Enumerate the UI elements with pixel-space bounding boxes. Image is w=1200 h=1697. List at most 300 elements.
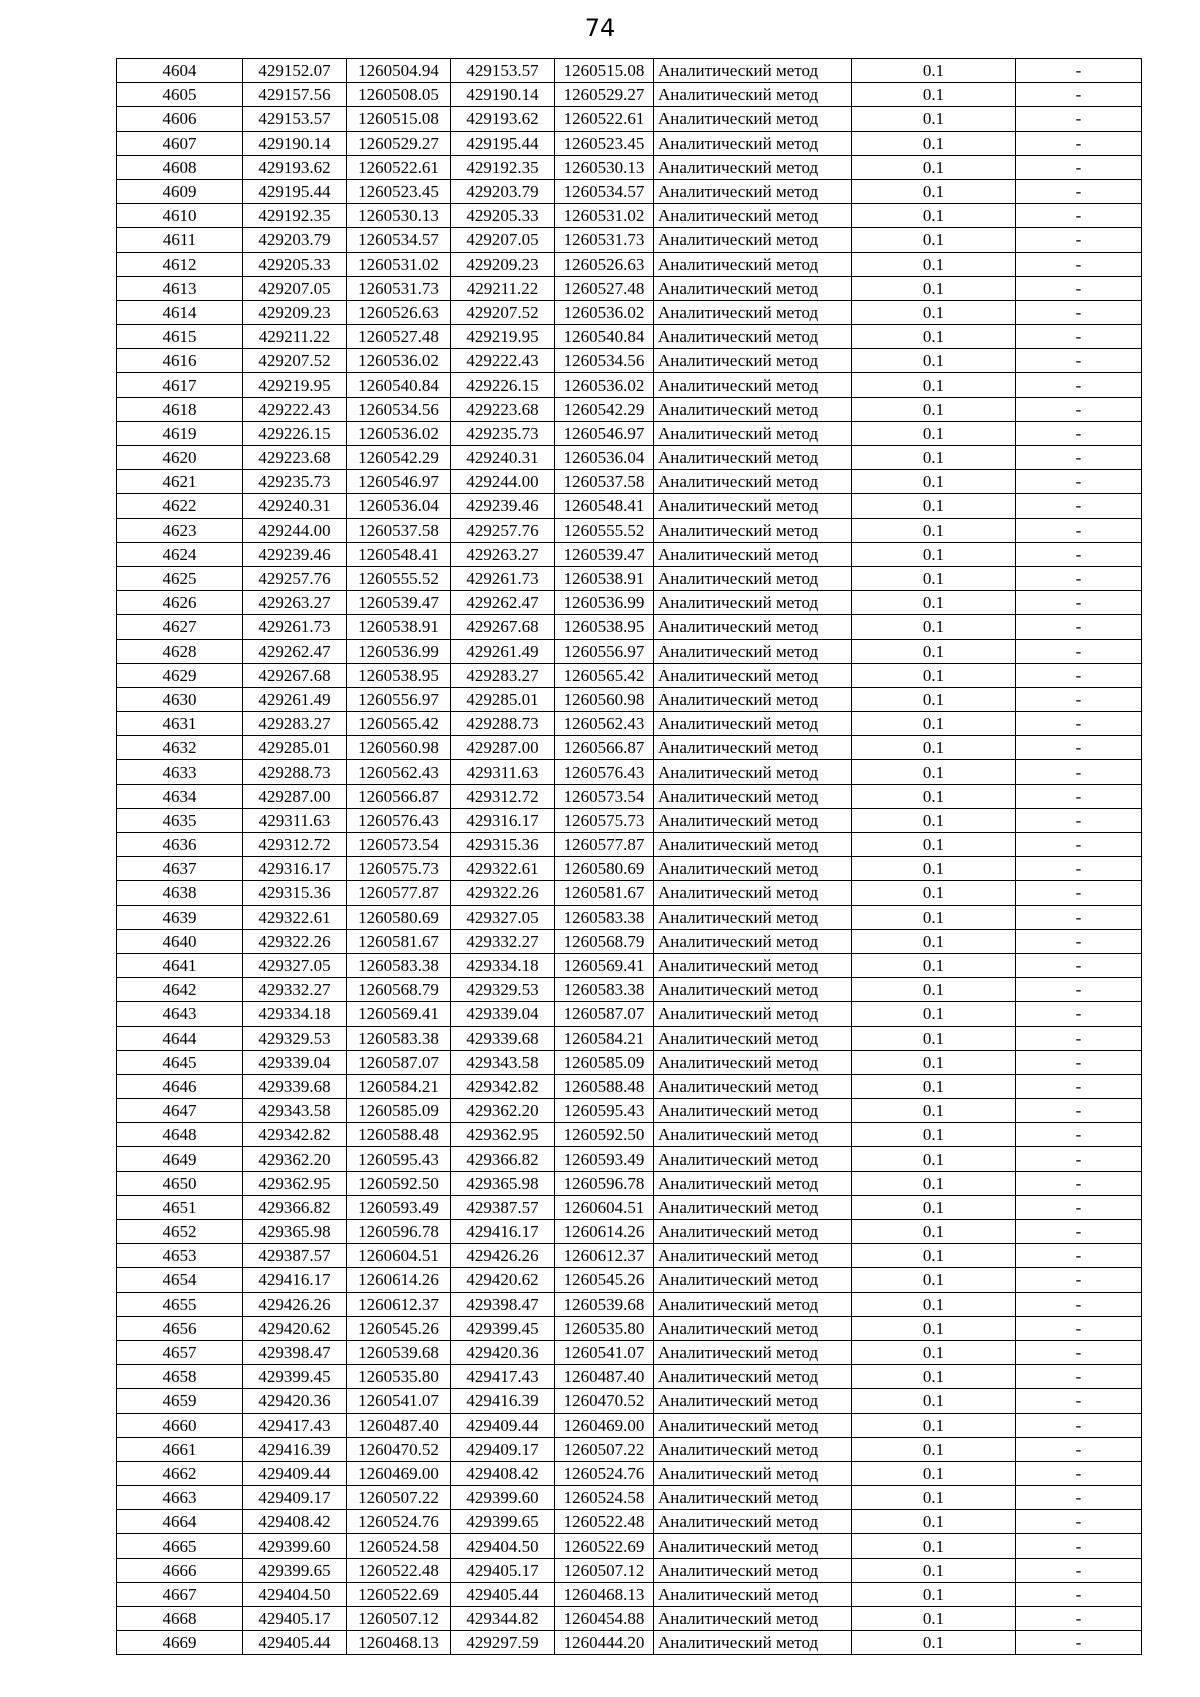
note-cell: - [1016, 1268, 1142, 1292]
x1-cell: 429311.63 [243, 808, 347, 832]
table-row [117, 1413, 1142, 1437]
x1-cell: 429342.82 [243, 1123, 347, 1147]
accuracy-cell: 0.1 [852, 300, 1016, 324]
method-cell: Аналитический метод [654, 808, 852, 832]
y1-cell: 1260535.80 [347, 1365, 451, 1389]
table-row [117, 639, 1142, 663]
note-cell: - [1016, 1461, 1142, 1485]
note-cell: - [1016, 373, 1142, 397]
note-cell: - [1016, 59, 1142, 83]
x2-cell: 429297.59 [451, 1631, 555, 1655]
table-row [117, 1074, 1142, 1098]
page-number: 74 [584, 14, 616, 42]
table-row [117, 1244, 1142, 1268]
table-row [117, 687, 1142, 711]
y2-cell: 1260515.08 [555, 59, 654, 83]
y2-cell: 1260531.02 [555, 204, 654, 228]
note-cell: - [1016, 663, 1142, 687]
y2-cell: 1260534.56 [555, 349, 654, 373]
accuracy-cell: 0.1 [852, 1389, 1016, 1413]
note-cell: - [1016, 518, 1142, 542]
x1-cell: 429405.17 [243, 1607, 347, 1631]
method-cell: Аналитический метод [654, 373, 852, 397]
x1-cell: 429420.62 [243, 1316, 347, 1340]
y1-cell: 1260468.13 [347, 1631, 451, 1655]
y2-cell: 1260593.49 [555, 1147, 654, 1171]
method-cell: Аналитический метод [654, 929, 852, 953]
table-row [117, 107, 1142, 131]
x2-cell: 429207.52 [451, 300, 555, 324]
y2-cell: 1260545.26 [555, 1268, 654, 1292]
x2-cell: 429426.26 [451, 1244, 555, 1268]
method-cell: Аналитический метод [654, 1220, 852, 1244]
table-row [117, 1607, 1142, 1631]
x2-cell: 429261.49 [451, 639, 555, 663]
accuracy-cell: 0.1 [852, 397, 1016, 421]
x2-cell: 429311.63 [451, 760, 555, 784]
x1-cell: 429223.68 [243, 446, 347, 470]
y1-cell: 1260604.51 [347, 1244, 451, 1268]
y2-cell: 1260604.51 [555, 1195, 654, 1219]
x2-cell: 429315.36 [451, 833, 555, 857]
point-number-cell: 4623 [117, 518, 243, 542]
method-cell: Аналитический метод [654, 881, 852, 905]
note-cell: - [1016, 1486, 1142, 1510]
table-row [117, 494, 1142, 518]
y2-cell: 1260555.52 [555, 518, 654, 542]
table-row [117, 542, 1142, 566]
x2-cell: 429417.43 [451, 1365, 555, 1389]
point-number-cell: 4649 [117, 1147, 243, 1171]
table-row [117, 1486, 1142, 1510]
method-cell: Аналитический метод [654, 833, 852, 857]
point-number-cell: 4659 [117, 1389, 243, 1413]
point-number-cell: 4669 [117, 1631, 243, 1655]
table-row [117, 1558, 1142, 1582]
x2-cell: 429398.47 [451, 1292, 555, 1316]
note-cell: - [1016, 107, 1142, 131]
y1-cell: 1260526.63 [347, 300, 451, 324]
y2-cell: 1260546.97 [555, 421, 654, 445]
y2-cell: 1260536.02 [555, 300, 654, 324]
x1-cell: 429327.05 [243, 953, 347, 977]
point-number-cell: 4608 [117, 155, 243, 179]
x2-cell: 429209.23 [451, 252, 555, 276]
table-row [117, 300, 1142, 324]
y2-cell: 1260539.68 [555, 1292, 654, 1316]
y2-cell: 1260454.88 [555, 1607, 654, 1631]
x2-cell: 429288.73 [451, 712, 555, 736]
accuracy-cell: 0.1 [852, 131, 1016, 155]
point-number-cell: 4615 [117, 325, 243, 349]
accuracy-cell: 0.1 [852, 978, 1016, 1002]
method-cell: Аналитический метод [654, 1340, 852, 1364]
y1-cell: 1260538.91 [347, 615, 451, 639]
x2-cell: 429211.22 [451, 276, 555, 300]
y1-cell: 1260583.38 [347, 953, 451, 977]
note-cell: - [1016, 784, 1142, 808]
y2-cell: 1260583.38 [555, 905, 654, 929]
y2-cell: 1260585.09 [555, 1050, 654, 1074]
x1-cell: 429205.33 [243, 252, 347, 276]
y2-cell: 1260536.04 [555, 446, 654, 470]
accuracy-cell: 0.1 [852, 929, 1016, 953]
method-cell: Аналитический метод [654, 1365, 852, 1389]
y2-cell: 1260566.87 [555, 736, 654, 760]
accuracy-cell: 0.1 [852, 1413, 1016, 1437]
y1-cell: 1260536.02 [347, 349, 451, 373]
x1-cell: 429362.95 [243, 1171, 347, 1195]
accuracy-cell: 0.1 [852, 1074, 1016, 1098]
y1-cell: 1260587.07 [347, 1050, 451, 1074]
x2-cell: 429342.82 [451, 1074, 555, 1098]
note-cell: - [1016, 1607, 1142, 1631]
method-cell: Аналитический метод [654, 1631, 852, 1655]
note-cell: - [1016, 300, 1142, 324]
method-cell: Аналитический метод [654, 953, 852, 977]
y1-cell: 1260555.52 [347, 566, 451, 590]
table-row [117, 59, 1142, 83]
table-body [117, 59, 1142, 1655]
note-cell: - [1016, 1631, 1142, 1655]
method-cell: Аналитический метод [654, 784, 852, 808]
x1-cell: 429219.95 [243, 373, 347, 397]
x2-cell: 429222.43 [451, 349, 555, 373]
note-cell: - [1016, 566, 1142, 590]
method-cell: Аналитический метод [654, 1437, 852, 1461]
x2-cell: 429365.98 [451, 1171, 555, 1195]
accuracy-cell: 0.1 [852, 421, 1016, 445]
point-number-cell: 4656 [117, 1316, 243, 1340]
y2-cell: 1260468.13 [555, 1582, 654, 1606]
x2-cell: 429399.45 [451, 1316, 555, 1340]
x2-cell: 429409.44 [451, 1413, 555, 1437]
x1-cell: 429209.23 [243, 300, 347, 324]
accuracy-cell: 0.1 [852, 204, 1016, 228]
point-number-cell: 4611 [117, 228, 243, 252]
y2-cell: 1260529.27 [555, 83, 654, 107]
y1-cell: 1260531.73 [347, 276, 451, 300]
x1-cell: 429322.61 [243, 905, 347, 929]
accuracy-cell: 0.1 [852, 881, 1016, 905]
point-number-cell: 4658 [117, 1365, 243, 1389]
method-cell: Аналитический метод [654, 1123, 852, 1147]
table-row [117, 1171, 1142, 1195]
note-cell: - [1016, 929, 1142, 953]
y2-cell: 1260573.54 [555, 784, 654, 808]
accuracy-cell: 0.1 [852, 155, 1016, 179]
table-row [117, 857, 1142, 881]
y1-cell: 1260573.54 [347, 833, 451, 857]
point-number-cell: 4637 [117, 857, 243, 881]
y2-cell: 1260524.76 [555, 1461, 654, 1485]
y1-cell: 1260530.13 [347, 204, 451, 228]
accuracy-cell: 0.1 [852, 494, 1016, 518]
note-cell: - [1016, 1195, 1142, 1219]
point-number-cell: 4643 [117, 1002, 243, 1026]
y1-cell: 1260522.48 [347, 1558, 451, 1582]
method-cell: Аналитический метод [654, 1607, 852, 1631]
method-cell: Аналитический метод [654, 1099, 852, 1123]
table-row [117, 566, 1142, 590]
x2-cell: 429339.68 [451, 1026, 555, 1050]
method-cell: Аналитический метод [654, 542, 852, 566]
x1-cell: 429329.53 [243, 1026, 347, 1050]
y2-cell: 1260595.43 [555, 1099, 654, 1123]
method-cell: Аналитический метод [654, 325, 852, 349]
method-cell: Аналитический метод [654, 1389, 852, 1413]
x2-cell: 429207.05 [451, 228, 555, 252]
y2-cell: 1260596.78 [555, 1171, 654, 1195]
y1-cell: 1260585.09 [347, 1099, 451, 1123]
note-cell: - [1016, 615, 1142, 639]
x2-cell: 429327.05 [451, 905, 555, 929]
x1-cell: 429222.43 [243, 397, 347, 421]
y1-cell: 1260536.02 [347, 421, 451, 445]
x1-cell: 429312.72 [243, 833, 347, 857]
note-cell: - [1016, 131, 1142, 155]
table-row [117, 591, 1142, 615]
method-cell: Аналитический метод [654, 1461, 852, 1485]
table-row [117, 1292, 1142, 1316]
point-number-cell: 4633 [117, 760, 243, 784]
y1-cell: 1260536.99 [347, 639, 451, 663]
x2-cell: 429366.82 [451, 1147, 555, 1171]
x1-cell: 429408.42 [243, 1510, 347, 1534]
x2-cell: 429322.26 [451, 881, 555, 905]
method-cell: Аналитический метод [654, 204, 852, 228]
x2-cell: 429223.68 [451, 397, 555, 421]
point-number-cell: 4605 [117, 83, 243, 107]
method-cell: Аналитический метод [654, 978, 852, 1002]
y1-cell: 1260522.69 [347, 1582, 451, 1606]
y1-cell: 1260522.61 [347, 155, 451, 179]
note-cell: - [1016, 953, 1142, 977]
method-cell: Аналитический метод [654, 349, 852, 373]
y2-cell: 1260487.40 [555, 1365, 654, 1389]
x2-cell: 429399.60 [451, 1486, 555, 1510]
point-number-cell: 4639 [117, 905, 243, 929]
x1-cell: 429416.17 [243, 1268, 347, 1292]
x1-cell: 429190.14 [243, 131, 347, 155]
x1-cell: 429339.68 [243, 1074, 347, 1098]
point-number-cell: 4622 [117, 494, 243, 518]
accuracy-cell: 0.1 [852, 1316, 1016, 1340]
y1-cell: 1260580.69 [347, 905, 451, 929]
table-row [117, 1026, 1142, 1050]
y2-cell: 1260538.95 [555, 615, 654, 639]
note-cell: - [1016, 204, 1142, 228]
x2-cell: 429203.79 [451, 179, 555, 203]
accuracy-cell: 0.1 [852, 1002, 1016, 1026]
table-row [117, 1147, 1142, 1171]
point-number-cell: 4662 [117, 1461, 243, 1485]
method-cell: Аналитический метод [654, 59, 852, 83]
table-row [117, 421, 1142, 445]
accuracy-cell: 0.1 [852, 1123, 1016, 1147]
accuracy-cell: 0.1 [852, 1558, 1016, 1582]
x1-cell: 429416.39 [243, 1437, 347, 1461]
method-cell: Аналитический метод [654, 1510, 852, 1534]
method-cell: Аналитический метод [654, 687, 852, 711]
note-cell: - [1016, 1074, 1142, 1098]
y1-cell: 1260545.26 [347, 1316, 451, 1340]
x2-cell: 429322.61 [451, 857, 555, 881]
x1-cell: 429207.52 [243, 349, 347, 373]
table-row [117, 1099, 1142, 1123]
y1-cell: 1260504.94 [347, 59, 451, 83]
note-cell: - [1016, 542, 1142, 566]
accuracy-cell: 0.1 [852, 446, 1016, 470]
table-row [117, 1268, 1142, 1292]
point-number-cell: 4632 [117, 736, 243, 760]
y1-cell: 1260529.27 [347, 131, 451, 155]
accuracy-cell: 0.1 [852, 687, 1016, 711]
y1-cell: 1260539.68 [347, 1340, 451, 1364]
accuracy-cell: 0.1 [852, 1631, 1016, 1655]
x1-cell: 429343.58 [243, 1099, 347, 1123]
x1-cell: 429261.49 [243, 687, 347, 711]
point-number-cell: 4638 [117, 881, 243, 905]
table-row [117, 83, 1142, 107]
method-cell: Аналитический метод [654, 591, 852, 615]
y2-cell: 1260524.58 [555, 1486, 654, 1510]
x2-cell: 429192.35 [451, 155, 555, 179]
accuracy-cell: 0.1 [852, 1099, 1016, 1123]
note-cell: - [1016, 1510, 1142, 1534]
note-cell: - [1016, 905, 1142, 929]
y2-cell: 1260548.41 [555, 494, 654, 518]
point-number-cell: 4613 [117, 276, 243, 300]
point-number-cell: 4663 [117, 1486, 243, 1510]
accuracy-cell: 0.1 [852, 1195, 1016, 1219]
x1-cell: 429262.47 [243, 639, 347, 663]
point-number-cell: 4616 [117, 349, 243, 373]
method-cell: Аналитический метод [654, 639, 852, 663]
note-cell: - [1016, 421, 1142, 445]
x2-cell: 429267.68 [451, 615, 555, 639]
note-cell: - [1016, 687, 1142, 711]
note-cell: - [1016, 1558, 1142, 1582]
y2-cell: 1260583.38 [555, 978, 654, 1002]
x2-cell: 429235.73 [451, 421, 555, 445]
method-cell: Аналитический метод [654, 1050, 852, 1074]
x1-cell: 429192.35 [243, 204, 347, 228]
x2-cell: 429420.36 [451, 1340, 555, 1364]
accuracy-cell: 0.1 [852, 1244, 1016, 1268]
accuracy-cell: 0.1 [852, 1340, 1016, 1364]
y1-cell: 1260507.12 [347, 1607, 451, 1631]
method-cell: Аналитический метод [654, 252, 852, 276]
note-cell: - [1016, 736, 1142, 760]
accuracy-cell: 0.1 [852, 1365, 1016, 1389]
point-number-cell: 4612 [117, 252, 243, 276]
point-number-cell: 4651 [117, 1195, 243, 1219]
accuracy-cell: 0.1 [852, 905, 1016, 929]
method-cell: Аналитический метод [654, 663, 852, 687]
x2-cell: 429257.76 [451, 518, 555, 542]
point-number-cell: 4636 [117, 833, 243, 857]
y2-cell: 1260614.26 [555, 1220, 654, 1244]
accuracy-cell: 0.1 [852, 953, 1016, 977]
x1-cell: 429267.68 [243, 663, 347, 687]
point-number-cell: 4660 [117, 1413, 243, 1437]
accuracy-cell: 0.1 [852, 1147, 1016, 1171]
note-cell: - [1016, 712, 1142, 736]
table-row [117, 131, 1142, 155]
x1-cell: 429287.00 [243, 784, 347, 808]
accuracy-cell: 0.1 [852, 373, 1016, 397]
y2-cell: 1260577.87 [555, 833, 654, 857]
y2-cell: 1260538.91 [555, 566, 654, 590]
x1-cell: 429257.76 [243, 566, 347, 590]
note-cell: - [1016, 470, 1142, 494]
point-number-cell: 4617 [117, 373, 243, 397]
x2-cell: 429153.57 [451, 59, 555, 83]
method-cell: Аналитический метод [654, 566, 852, 590]
table-row [117, 1316, 1142, 1340]
y2-cell: 1260523.45 [555, 131, 654, 155]
y1-cell: 1260583.38 [347, 1026, 451, 1050]
note-cell: - [1016, 1026, 1142, 1050]
note-cell: - [1016, 325, 1142, 349]
x2-cell: 429408.42 [451, 1461, 555, 1485]
table-row [117, 1389, 1142, 1413]
y1-cell: 1260539.47 [347, 591, 451, 615]
x1-cell: 429193.62 [243, 155, 347, 179]
method-cell: Аналитический метод [654, 760, 852, 784]
method-cell: Аналитический метод [654, 446, 852, 470]
y2-cell: 1260539.47 [555, 542, 654, 566]
y2-cell: 1260562.43 [555, 712, 654, 736]
y2-cell: 1260522.61 [555, 107, 654, 131]
x1-cell: 429203.79 [243, 228, 347, 252]
table-row [117, 470, 1142, 494]
point-number-cell: 4631 [117, 712, 243, 736]
method-cell: Аналитический метод [654, 1244, 852, 1268]
y2-cell: 1260534.57 [555, 179, 654, 203]
method-cell: Аналитический метод [654, 1558, 852, 1582]
y1-cell: 1260576.43 [347, 808, 451, 832]
y2-cell: 1260536.02 [555, 373, 654, 397]
point-number-cell: 4619 [117, 421, 243, 445]
x2-cell: 429261.73 [451, 566, 555, 590]
y1-cell: 1260575.73 [347, 857, 451, 881]
accuracy-cell: 0.1 [852, 276, 1016, 300]
method-cell: Аналитический метод [654, 397, 852, 421]
point-number-cell: 4664 [117, 1510, 243, 1534]
point-number-cell: 4665 [117, 1534, 243, 1558]
method-cell: Аналитический метод [654, 421, 852, 445]
x1-cell: 429315.36 [243, 881, 347, 905]
y1-cell: 1260541.07 [347, 1389, 451, 1413]
note-cell: - [1016, 349, 1142, 373]
table-row [117, 1195, 1142, 1219]
method-cell: Аналитический метод [654, 615, 852, 639]
point-number-cell: 4648 [117, 1123, 243, 1147]
y2-cell: 1260569.41 [555, 953, 654, 977]
y1-cell: 1260470.52 [347, 1437, 451, 1461]
x1-cell: 429153.57 [243, 107, 347, 131]
point-number-cell: 4621 [117, 470, 243, 494]
y1-cell: 1260612.37 [347, 1292, 451, 1316]
x2-cell: 429312.72 [451, 784, 555, 808]
point-number-cell: 4620 [117, 446, 243, 470]
note-cell: - [1016, 808, 1142, 832]
accuracy-cell: 0.1 [852, 1607, 1016, 1631]
point-number-cell: 4652 [117, 1220, 243, 1244]
y1-cell: 1260534.57 [347, 228, 451, 252]
